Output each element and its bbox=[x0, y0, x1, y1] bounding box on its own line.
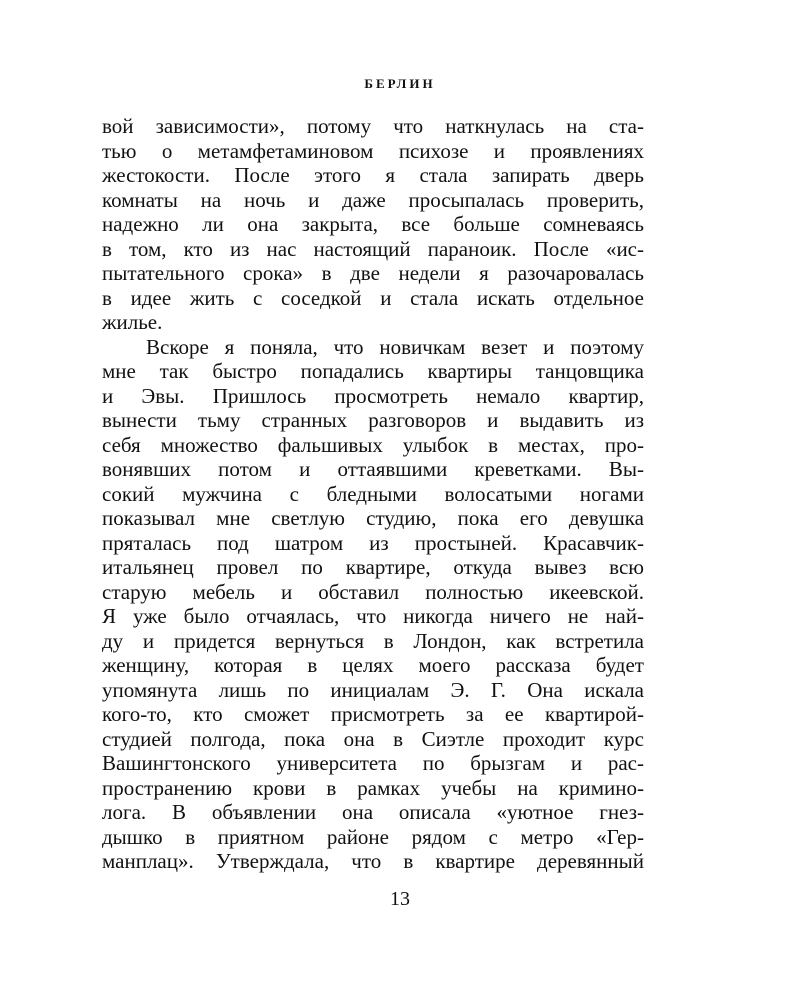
text-line: вынести тьму странных разговоров и выдавить из bbox=[102, 408, 644, 432]
page-number: 13 bbox=[390, 888, 410, 910]
text-line: в том, кто из нас настоящий параноик. После «ис- bbox=[102, 236, 644, 261]
text-line: пытательного срока» в две недели я разочаровалась bbox=[102, 261, 644, 285]
text-line-paragraph-end: жилье. bbox=[102, 310, 163, 334]
text-line: старую мебель и обставил полностью икеевской. bbox=[102, 579, 644, 604]
text-line: вой зависимости», потому что наткнулась на ста- bbox=[102, 114, 644, 138]
text-line: себя множество фальшивых улыбок в местах, про- bbox=[102, 432, 644, 457]
body-text bbox=[102, 114, 644, 874]
text-line: манплац». Утверждала, что в квартире деревянный bbox=[102, 849, 644, 873]
text-line: тью о метамфетаминовом психозе и проявлениях bbox=[102, 138, 644, 163]
text-line: студией полгода, пока она в Сиэтле проходит курс bbox=[102, 726, 644, 751]
text-line: сокий мужчина с бледными волосатыми ногами bbox=[102, 481, 644, 506]
text-line: лога. В объявлении она описала «уютное гнез- bbox=[102, 800, 644, 824]
text-line: мне так быстро попадались квартиры танцовщика bbox=[102, 359, 644, 383]
text-line: пряталась под шатром из простыней. Красавчик- bbox=[102, 530, 644, 555]
text-line: жестокости. После этого я стала запирать дверь bbox=[102, 163, 644, 187]
text-line: женщину, которая в целях моего рассказа будет bbox=[102, 653, 644, 677]
text-line: пространению крови в рамках учебы на кримино- bbox=[102, 775, 644, 800]
text-line-paragraph-start: Вскоре я поняла, что новичкам везет и поэтому bbox=[146, 334, 644, 359]
text-line: упомянута лишь по инициалам Э. Г. Она искала bbox=[102, 677, 644, 702]
text-line: в идее жить с соседкой и стала искать отдельное bbox=[102, 285, 644, 310]
text-line: и Эвы. Пришлось просмотреть немало квартир, bbox=[102, 383, 644, 408]
text-line: показывал мне светлую студию, пока его девушка bbox=[102, 506, 644, 530]
text-line: Вашингтонского университета по брызгам и рас- bbox=[102, 751, 644, 775]
text-line: комнаты на ночь и даже просыпалась проверить, bbox=[102, 187, 644, 212]
text-line: надежно ли она закрыта, все больше сомневаясь bbox=[102, 212, 644, 236]
text-line: ду и придется вернуться в Лондон, как встретила bbox=[102, 628, 644, 653]
text-line: итальянец провел по квартире, откуда вывез всю bbox=[102, 555, 644, 579]
text-line: кого-то, кто сможет присмотреть за ее квартирой- bbox=[102, 702, 644, 726]
text-line: дышко в приятном районе рядом с метро «Гер- bbox=[102, 824, 644, 849]
text-line: вонявших потом и оттаявшими креветками. Вы- bbox=[102, 457, 644, 481]
running-header: БЕРЛИН bbox=[364, 76, 436, 91]
text-line: Я уже было отчаялась, что никогда ничего не най- bbox=[102, 604, 644, 628]
